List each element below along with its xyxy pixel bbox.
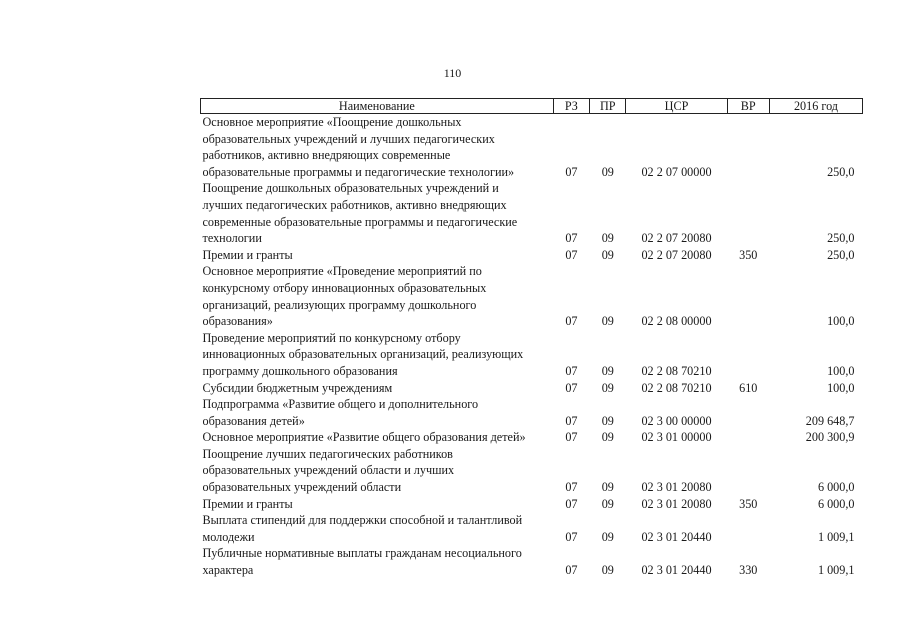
row-sum: 6 000,0 [817,496,855,511]
row-vr [727,429,769,446]
row-name-line: Поощрение лучших педагогических работников [202,446,453,461]
row-vr [727,180,769,246]
table-header-row [201,99,863,114]
row-csr: 02 2 07 00000 [641,164,712,179]
row-name-line: образования детей» [202,413,305,428]
row-rz: 07 [565,529,578,544]
row-csr: 02 3 01 00000 [641,430,712,445]
table-row [201,380,863,397]
row-rz: 07 [565,496,578,511]
row-name [201,247,554,264]
row-rz: 07 [565,247,578,262]
row-sum: 1 009,1 [817,529,855,544]
row-name [201,380,554,397]
row-name [201,496,554,513]
row-rz: 07 [565,164,578,179]
row-name-line: образования» [202,314,273,329]
row-pr: 09 [601,430,614,445]
row-name-line: работников, активно внедряющих современные [202,148,451,163]
row-name-line: Субсидии бюджетным учреждениям [202,380,393,395]
row-pr: 09 [601,363,614,378]
row-rz: 07 [565,563,578,578]
row-name [201,429,554,446]
row-pr: 09 [601,496,614,511]
row-name [201,180,554,246]
row-rz: 07 [565,231,578,246]
row-pr: 09 [601,413,614,428]
row-sum: 250,0 [827,247,855,262]
row-name-line: Основное мероприятие «Поощрение дошкольных [202,115,462,129]
row-pr: 09 [601,314,614,329]
row-name-line: характера [202,563,254,578]
row-sum: 100,0 [827,314,855,329]
row-name-line: Поощрение дошкольных образовательных учреждений и [202,181,499,196]
row-csr: 02 3 01 20440 [641,529,712,544]
row-name-line: Проведение мероприятий по конкурсному отбору [202,330,461,345]
row-csr: 02 3 01 20440 [641,563,712,578]
row-vr [727,446,769,496]
row-csr: 02 2 08 70210 [641,380,712,395]
row-csr: 02 2 08 70210 [641,363,712,378]
row-csr: 02 2 07 20080 [641,247,712,262]
header-csr: ЦСР [626,99,727,114]
row-csr: 02 2 07 20080 [641,231,712,246]
row-sum: 250,0 [827,231,855,246]
row-name-line: технологии [202,231,262,246]
row-csr: 02 3 00 00000 [641,413,712,428]
table-row [201,429,863,446]
row-rz: 07 [565,413,578,428]
row-sum: 250,0 [827,164,855,179]
table-row [201,330,863,380]
header-pr: ПР [590,99,626,114]
page-number: 110 [443,66,462,80]
row-vr [727,512,769,545]
row-name-line: Публичные нормативные выплаты гражданам несоциального [202,546,522,561]
row-sum: 100,0 [827,380,855,395]
row-sum: 6 000,0 [817,480,855,495]
row-pr: 09 [601,480,614,495]
row-name-line: современные образовательные программы и педагогические [202,214,518,229]
row-sum: 209 648,7 [805,413,855,428]
row-name [201,263,554,329]
row-name [201,114,554,181]
row-name [201,330,554,380]
row-name-line: Подпрограмма «Развитие общего и дополнительного [202,397,479,412]
row-vr [727,114,769,181]
row-name [201,396,554,429]
row-name-line: инновационных образовательных организаций, реализующих [202,347,524,362]
row-vr [727,330,769,380]
row-name-line: конкурсному отбору инновационных образовательных [202,280,487,295]
row-pr: 09 [601,231,614,246]
row-sum: 200 300,9 [805,430,855,445]
row-name-line: образовательных учреждений области и лучших [202,463,455,478]
row-name [201,512,554,545]
row-name-line: образовательных учреждений и лучших педагогических [202,131,495,146]
table-row [201,247,863,264]
table-row [201,180,863,246]
header-vr: ВР [727,99,769,114]
table-row [201,496,863,513]
row-rz: 07 [565,380,578,395]
row-name-line: Премии и гранты [202,496,293,511]
header-name: Наименование [201,99,554,114]
row-name-line: Основное мероприятие «Развитие общего образования детей» [202,430,526,445]
row-pr: 09 [601,164,614,179]
row-pr: 09 [601,529,614,544]
table-row [201,263,863,329]
row-csr: 02 3 01 20080 [641,496,712,511]
row-name-line: программу дошкольного образования [202,363,398,378]
row-pr: 09 [601,563,614,578]
row-rz: 07 [565,314,578,329]
row-vr: 610 [739,380,758,395]
row-vr: 350 [739,247,758,262]
row-name-line: молодежи [202,529,255,544]
row-name-line: Выплата стипендий для поддержки способной и талантливой [202,513,523,528]
row-name-line: Основное мероприятие «Проведение мероприятий по [202,264,482,279]
row-rz: 07 [565,430,578,445]
row-vr [727,263,769,329]
row-name [201,446,554,496]
row-name-line: образовательные программы и педагогические технологии» [202,164,515,179]
table-row [201,396,863,429]
row-pr: 09 [601,380,614,395]
row-csr: 02 3 01 20080 [641,480,712,495]
row-vr [727,396,769,429]
header-rz: РЗ [553,99,589,114]
row-name-line: лучших педагогических работников, активно внедряющих [202,197,507,212]
table-row [201,545,863,578]
budget-table [200,98,863,579]
row-csr: 02 2 08 00000 [641,314,712,329]
row-rz: 07 [565,480,578,495]
row-name-line: образовательных учреждений области [202,480,402,495]
row-pr: 09 [601,247,614,262]
row-vr: 350 [739,496,758,511]
table-row [201,446,863,496]
table-row [201,512,863,545]
row-sum: 1 009,1 [817,563,855,578]
row-name-line: Премии и гранты [202,247,293,262]
row-name [201,545,554,578]
row-sum: 100,0 [827,363,855,378]
row-name-line: организаций, реализующих программу дошкольного [202,297,477,312]
row-rz: 07 [565,363,578,378]
table-row [201,114,863,181]
header-sum: 2016 год [769,99,862,114]
table-body [201,114,863,579]
row-vr: 330 [739,563,758,578]
